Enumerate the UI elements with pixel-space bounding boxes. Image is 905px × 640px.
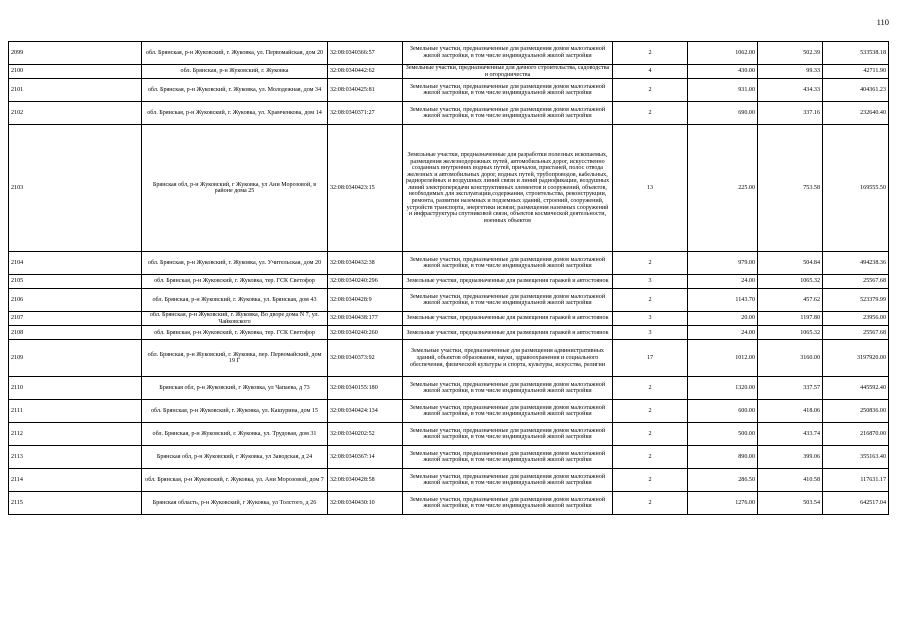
table-row [9,125,889,252]
rate-cell: 337.16 [758,102,823,125]
rate-cell: 503.54 [758,492,823,515]
address-cell: обл. Брянская, р-н Жуковский, г. Жуковка, ул. Первомайская, дом 20 [142,42,328,65]
rate-cell: 1065.32 [758,275,823,289]
table-row [9,377,889,400]
cadastral-number-cell: 32:08:0340428:58 [328,469,403,492]
cadastral-value-cell: 523379.99 [823,289,889,312]
category-cell: 2 [613,289,688,312]
row-number: 2105 [9,275,142,289]
area-cell: 1143.70 [688,289,758,312]
address-cell: обл. Брянская, р-н Жуковский, г. Жуковка, Во дворе дома N 7, ул. Чайковского [142,312,328,326]
area-cell: 24.00 [688,326,758,340]
address-cell: Брянская обл, р-н Жуковский, г Жуковка, ул Заводская, д 24 [142,446,328,469]
cadastral-value-cell: 445592.40 [823,377,889,400]
land-use-cell: Земельные участки, предназначенные для размещения гаражей и автостоянок [403,312,613,326]
cadastral-value-cell: 533538.18 [823,42,889,65]
area-cell: 500.00 [688,423,758,446]
row-number: 2103 [9,125,142,252]
address-cell: Брянская область, р-н Жуковский, г Жуковка, ул Толстого, д 26 [142,492,328,515]
table-row [9,289,889,312]
area-cell: 690.00 [688,102,758,125]
category-cell: 2 [613,469,688,492]
address-cell: обл. Брянская, р-н Жуковский, г. Жуковка, тер. ГСК Светофор [142,275,328,289]
rate-cell: 3160.00 [758,340,823,377]
land-use-cell: Земельные участки, предназначенные для размещения гаражей и автостоянок [403,275,613,289]
row-number: 2112 [9,423,142,446]
rate-cell: 504.84 [758,252,823,275]
land-use-cell: Земельные участки, предназначенные для дачного строительства, садоводства и огородничества [403,65,613,79]
row-number: 2099 [9,42,142,65]
area-cell: 1062.00 [688,42,758,65]
cadastral-value-cell: 3197920.00 [823,340,889,377]
area-cell: 1320.00 [688,377,758,400]
rate-cell: 433.74 [758,423,823,446]
cadastral-number-cell: 32:08:0340366:57 [328,42,403,65]
address-cell: обл. Брянская, р-н Жуковский, г. Жуковка, ул. Ани Морозовой, дом 7 [142,469,328,492]
cadastral-value-cell: 642517.04 [823,492,889,515]
cadastral-value-cell: 117631.17 [823,469,889,492]
area-cell: 430.00 [688,65,758,79]
cadastral-value-cell: 169555.50 [823,125,889,252]
table-row [9,102,889,125]
category-cell: 2 [613,79,688,102]
address-cell: обл. Брянская, р-н Жуковский, г. Жуковка, пер. Первомайский, дом 19 Г [142,340,328,377]
address-cell: обл. Брянская, р-н Жуковский, г. Жуковка [142,65,328,79]
cadastral-number-cell: 32:08:0340240:260 [328,326,403,340]
table-row [9,275,889,289]
cadastral-number-cell: 32:08:0340425:81 [328,79,403,102]
category-cell: 3 [613,326,688,340]
cadastral-number-cell: 32:08:0340371:27 [328,102,403,125]
cadastral-number-cell: 32:08:0340373:92 [328,340,403,377]
cadastral-value-cell: 232640.40 [823,102,889,125]
cadastral-number-cell: 32:08:0340438:177 [328,312,403,326]
area-cell: 979.00 [688,252,758,275]
land-use-cell: Земельные участки, предназначенные для размещения домов малоэтажной жилой застройки, в том числе индивидуальной жилой застройки [403,79,613,102]
address-cell: обл. Брянская, р-н Жуковский, г. Жуковка, ул. Кашурина, дом 15 [142,400,328,423]
address-cell: обл. Брянская, р-н Жуковский, г. Жуковка, ул. Учительская, дом 20 [142,252,328,275]
category-cell: 2 [613,377,688,400]
land-use-cell: Земельные участки, предназначенные для размещения домов малоэтажной жилой застройки, в том числе индивидуальной жилой застройки [403,423,613,446]
area-cell: 890.00 [688,446,758,469]
cadastral-number-cell: 32:08:0340424:134 [328,400,403,423]
row-number: 2111 [9,400,142,423]
row-number: 2102 [9,102,142,125]
rate-cell: 337.57 [758,377,823,400]
table-row [9,469,889,492]
cadastral-value-cell: 216870.00 [823,423,889,446]
category-cell: 4 [613,65,688,79]
rate-cell: 410.58 [758,469,823,492]
page-number: 110 [876,17,889,27]
area-cell: 931.00 [688,79,758,102]
cadastral-number-cell: 32:08:0340430:10 [328,492,403,515]
land-use-cell: Земельные участки, предназначенные для разработки полезных ископаемых, размещения железнодорожных путей, автомобильных дорог, искусственно созданных внутренних водных путей, причалов, пристаней, полос отвода железных и автомобильных дорог, водных путей, трубопроводов, кабельных, радиорелейных и воздушных линий связи и линий радиофикации, воздушных линий электропередачи конструктивных элементов и сооружений, объектов, необходимых для эксплуатации,содержания, строительства, реконструкции, ремонта, развития наземных и подземных зданий, строений, сооружений, устройств транспорта, энергетики исвязи; размещения наземных сооружений и инфраструктуры спутниковой связи, объектов космической деятельности, военных объектов [403,125,613,252]
land-use-cell: Земельные участки, предназначенные для размещения домов малоэтажной жилой застройки, в том числе индивидуальной жилой застройки [403,252,613,275]
row-number: 2114 [9,469,142,492]
rate-cell: 457.62 [758,289,823,312]
rate-cell: 502.39 [758,42,823,65]
row-number: 2109 [9,340,142,377]
category-cell: 2 [613,252,688,275]
land-use-cell: Земельные участки, предназначенные для размещения домов малоэтажной жилой застройки, в том числе индивидуальной жилой застройки [403,42,613,65]
category-cell: 2 [613,102,688,125]
cadastral-value-cell: 25567.68 [823,326,889,340]
category-cell: 2 [613,423,688,446]
row-number: 2107 [9,312,142,326]
category-cell: 3 [613,275,688,289]
cadastral-value-cell: 23956.00 [823,312,889,326]
cadastral-number-cell: 32:08:0340428:9 [328,289,403,312]
table-row [9,400,889,423]
category-cell: 2 [613,400,688,423]
table-row [9,42,889,65]
area-cell: 600.00 [688,400,758,423]
cadastral-value-cell: 250836.00 [823,400,889,423]
rate-cell: 434.33 [758,79,823,102]
cadastral-value-cell: 42711.90 [823,65,889,79]
area-cell: 286.50 [688,469,758,492]
rate-cell: 399.06 [758,446,823,469]
row-number: 2100 [9,65,142,79]
category-cell: 2 [613,446,688,469]
table-row [9,492,889,515]
table-row [9,252,889,275]
table-row [9,79,889,102]
row-number: 2104 [9,252,142,275]
land-use-cell: Земельные участки, предназначенные для размещения домов малоэтажной жилой застройки, в том числе индивидуальной жилой застройки [403,469,613,492]
rate-cell: 1197.80 [758,312,823,326]
cadastral-number-cell: 32:08:0340442:62 [328,65,403,79]
cadastral-registry-table [8,41,889,515]
address-cell: обл. Брянская, р-н Жуковский, г. Жуковка, ул. Молодежная, дом 34 [142,79,328,102]
row-number: 2115 [9,492,142,515]
table-row [9,340,889,377]
address-cell: Брянская обл, р-н Жуковский, г Жуковка, ул Ани Морозовой, в районе дома 25 [142,125,328,252]
cadastral-number-cell: 32:08:0340423:15 [328,125,403,252]
table-row [9,446,889,469]
area-cell: 24.00 [688,275,758,289]
cadastral-number-cell: 32:08:0340367:14 [328,446,403,469]
cadastral-number-cell: 32:08:0340155:180 [328,377,403,400]
row-number: 2110 [9,377,142,400]
area-cell: 1276.00 [688,492,758,515]
land-use-cell: Земельные участки, предназначенные для размещения домов малоэтажной жилой застройки, в том числе индивидуальной жилой застройки [403,289,613,312]
address-cell: Брянская обл, р-н Жуковский, г Жуковка, ул Чапаева, д 73 [142,377,328,400]
land-use-cell: Земельные участки, предназначенные для размещения домов малоэтажной жилой застройки, в том числе индивидуальной жилой застройки [403,400,613,423]
rate-cell: 753.58 [758,125,823,252]
land-use-cell: Земельные участки, предназначенные для размещения домов малоэтажной жилой застройки, в том числе индивидуальной жилой застройки [403,446,613,469]
table-row [9,423,889,446]
category-cell: 2 [613,492,688,515]
table-row [9,326,889,340]
rate-cell: 99.33 [758,65,823,79]
land-use-cell: Земельные участки, предназначенные для размещения домов малоэтажной жилой застройки, в том числе индивидуальной жилой застройки [403,377,613,400]
address-cell: обл. Брянская, р-н Жуковский, г. Жуковка, тер. ГСК Светофор [142,326,328,340]
category-cell: 13 [613,125,688,252]
row-number: 2101 [9,79,142,102]
address-cell: обл. Брянская, р-н Жуковский, г. Жуковка, ул. Брянская, дом 43 [142,289,328,312]
cadastral-number-cell: 32:08:0340432:38 [328,252,403,275]
land-use-cell: Земельные участки, предназначенные для размещения домов малоэтажной жилой застройки, в том числе индивидуальной жилой застройки [403,102,613,125]
area-cell: 20.00 [688,312,758,326]
cadastral-number-cell: 32:08:0340202:52 [328,423,403,446]
rate-cell: 1065.32 [758,326,823,340]
address-cell: обл. Брянская, р-н Жуковский, г. Жуковка, ул. Храмченкова, дом 14 [142,102,328,125]
area-cell: 225.00 [688,125,758,252]
table-row [9,65,889,79]
cadastral-value-cell: 355163.40 [823,446,889,469]
row-number: 2113 [9,446,142,469]
rate-cell: 418.06 [758,400,823,423]
address-cell: обл. Брянская, р-н Жуковский, г. Жуковка, ул. Трудовая, дом 31 [142,423,328,446]
category-cell: 17 [613,340,688,377]
category-cell: 2 [613,42,688,65]
row-number: 2108 [9,326,142,340]
cadastral-number-cell: 32:08:0340240:296 [328,275,403,289]
area-cell: 1012.00 [688,340,758,377]
land-use-cell: Земельные участки, предназначенные для размещения домов малоэтажной жилой застройки, в том числе индивидуальной жилой застройки [403,492,613,515]
row-number: 2106 [9,289,142,312]
land-use-cell: Земельные участки, предназначенные для размещения административных зданий, объектов образования, науки, здравоохранения и социального обеспечения, физической культуры и спорта, культуры, искусства, религии [403,340,613,377]
table-row [9,312,889,326]
cadastral-value-cell: 494238.36 [823,252,889,275]
cadastral-value-cell: 404361.23 [823,79,889,102]
category-cell: 3 [613,312,688,326]
cadastral-value-cell: 25567.68 [823,275,889,289]
land-use-cell: Земельные участки, предназначенные для размещения гаражей и автостоянок [403,326,613,340]
